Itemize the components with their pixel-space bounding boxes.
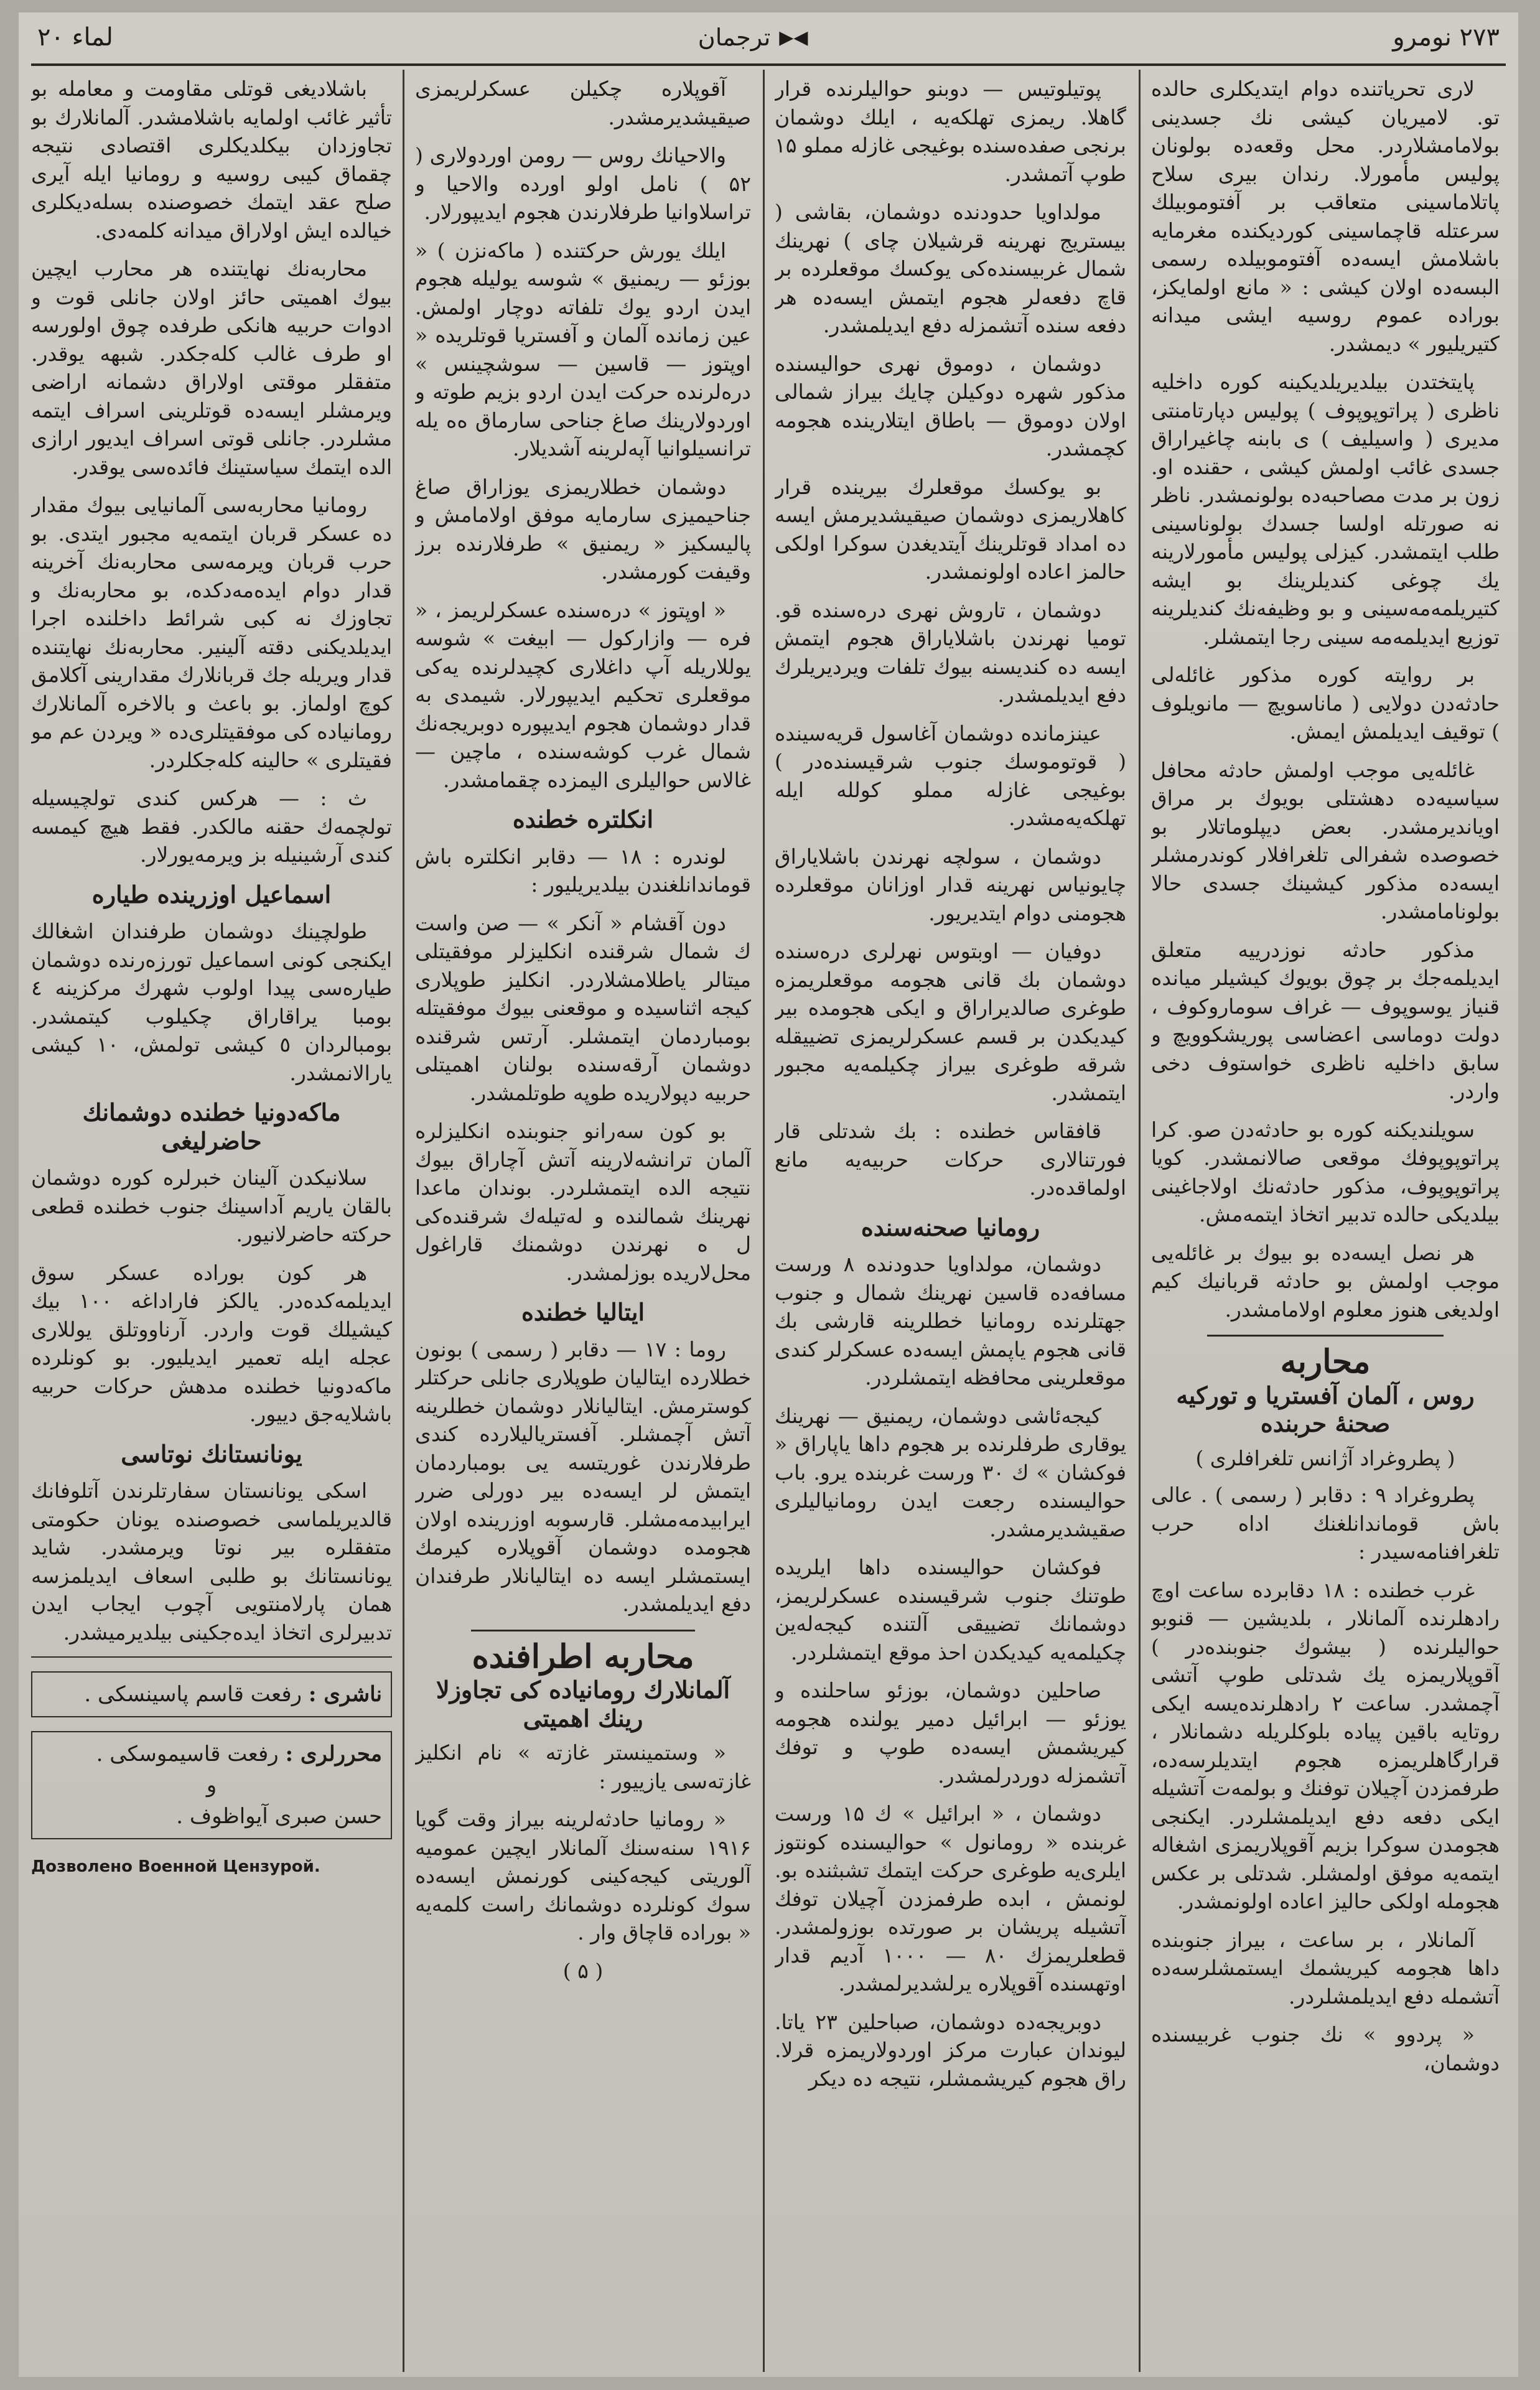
article-paragraph: هر کون بوراده عسکر سوق ایدیلمه‌کده‌در. یالکز فاراداغه ۱۰۰ بیك کیشیلك قوت واردر. آرناووتلق یوللاری عجله ایله تعمیر ایدیلیور. بو کونلرده ماکه‌دونیا خطنده مدهش حرکات حربیه باشلایه‌جق دییور. [31,1260,392,1426]
page-number: ( ۵ ) [562,1958,604,1983]
article-paragraph: دوشمان ، تاروش نهری دره‌سنده قو. تومیا نهرندن باشلایاراق هجوم ایتمش ایسه ده کندیسنه بیوك تلفات ویردیریلرك دفع ایدیلمشدر. [775,597,1126,707]
article-paragraph: سلانیکدن آلینان خبرلره کوره دوشمان بالقان یاریم آداسینك جنوب خطنده قطعی حرکته حاضرلانیور. [31,1165,392,1246]
article-paragraph: باشلادیغی قوتلی مقاومت و معامله بو تأثیر غائب اولمایه باشلامشدر. آلمانلارك بو تجاوزدان بیکلدیکلری اقتصادی نتیجه چقماق کیبی روسیه و رومانیا ایله آیری صلح عقد ایتمك خصوصنده بسله‌دیکلری خیالده ایش اولاراق میدانه کلمه‌دی. [31,77,392,243]
section-separator [1207,1335,1444,1337]
article-paragraph: والاحیانك روس — رومن اوردولاری ( ۵۲ ) نامل اولو اورده والاحیا و تراسلاوانیا طرفلارندن هجوم ایدیپورلار. [415,143,751,224]
column-divider [403,70,404,2372]
article-paragraph: دوشمان ، « ابرائیل » ك ۱۵ ورست غربنده « رومانول » حوالیسنده کونتوز ایلری‌یه طوغری حرکت ایتمك تشبثنده بو. لونمش ، ابده طرفمزدن آچیلان توفك آتشیله پریشان بر صورتده بوزولمشدر. قطعلریمزك ۸۰ — ۱۰۰۰ آدیم قدار اوتهسنده آقوپلاره یرلشدیرلمشدر. [775,1801,1126,1996]
article-paragraph: لاری تحریاتنده دوام ایتدیکلری حالده تو. لامیریان کیشی نك جسدینی بولامامشلاردر. محل وقعه‌ده بولونان پولیس مأمورلا. رندان بیری سلاح پاتلاماسینی متعاقب بر آفتوموبیلك سرعتله قاچماسینی کوردیکنده مغرمایه باشلامش ایسه‌ده آفتوموبیلده رسمی البسه‌ده اولان کیشی : « مانع اولمایکز، بوراده عموم روسیه ایشی میدانه کتیریلیور » دیمشدر. [1151,77,1500,356]
section-separator [471,1630,695,1631]
article-paragraph: روما : ۱۷ — دقابر ( رسمی ) بونون خطلارده ایتالیان طوپلاری جانلی حرکتلر کوسترمش. ایتالیانلار دوشمان خطلرینه آتش آچمشلر. آفستریالیلارده کندی طرفلارندن غوریتسه یی بومباردمان ایتمش لر ایسه‌ده بیر دورلی ضرر ایرابیدمه‌مشلر. قارسوبه اوزرینده اولان هجومده دوشمان آقوپلاره کیرمك ایستمشلر ایسه ده ایتالیانلار طرفندان دفع ایدیلمشدر. [415,1337,751,1616]
article-paragraph: محاربه‌نك نهایتنده هر محارب ایچین بیوك اهمیتی حائز اولان جانلی قوت و ادوات حربیه هانکی طرفده چوق اولورسه او طرف غالب کله‌جکدر. شبهه یوقدر. متفقلر موقتی اولاراق دشمانه اراضی ویرمشلر ایسه‌ده قوتلرینی اسراف ایتمه مشلردر. جانلی قوتی اسراف ایدیور ارازی الده ایتمك سیاستینك فائده‌سی یوقدر. [31,256,392,479]
section-heading-italy: ایتالیا خطنده [521,1298,645,1326]
article-paragraph: دوبریجه‌ده دوشمان، صباحلین ۲۳ یاتا. لیوندان عبارت مرکز اوردولاریمزه قرلا. راق هجوم کیریشمشلر، نتیجه ده دیکر [775,2009,1126,2091]
column-divider [1139,70,1141,2372]
article-paragraph: قافقاس خطنده : بك شدتلی قار فورتنالاری حرکات حربیه‌یه مانع اولماقده‌در. [775,1119,1126,1200]
article-paragraph: رومانیا محاربه‌سی آلمانیایی بیوك مقدار ده عسکر قربان ایتمه‌یه مجبور ایتدی. بو حرب قربان ویرمه‌سی محاربه‌نك آخرینه قدار دوام ایده‌مه‌دکده، بو محاربه‌نك و تجاوزك نه کبی شرائط داخلنده اجرا ایدیلدیکنی دقته آلینیر. محاربه‌نك نهایتنده قدار ویریله جك قربانلارك مقدارینی آکلامق کوچ اولماز. بو باعث و بالاخره آلمانلارك رومانیاده کی موفقیتلری‌ده « ویردن عم مو فقیتلری » حالینه کله‌جکلردر. [31,493,392,772]
editor-conjunction: و [206,1773,217,1798]
section-heading-war: محاربه [1280,1343,1371,1381]
article-paragraph: هر نصل ایسه‌ده بو بیوك بر غائله‌یی موجب اولمش بو حادثه قربانیك کیم اولدیغی هنوز معلوم اولامامشدر. [1151,1240,1500,1322]
column-3 [415,75,751,2371]
article-paragraph: « رومانیا حادثه‌لرینه بیراز وقت گویا ۱۹۱۶ سنه‌سنك آلمانلار ایچین عمومیه آلوریتی کیجه‌کینی کورنمش ایسه‌ده سوك کونلرده دوشمانك راست کلمه‌یه « بوراده قاچاق وار . [415,1807,751,1944]
publisher-label: ناشری : [308,1682,382,1707]
editor-name: حسن صبری آیواظوف . [176,1804,382,1829]
newspaper-page [19,12,1518,2377]
column-2 [775,75,1126,2371]
section-heading-macedonia: ماکه‌دونیا خطنده دوشمانك حاضرلیغی [82,1098,341,1155]
article-paragraph: آلمانلار ، بر ساعت ، بیراز جنوبنده داها هجومه کیریشمك ایستمشلرسه‌ده آتشمله دفع ایدیلمشلردر. [1151,1927,1500,2009]
article-paragraph: عینزمانده دوشمان آغاسول قریه‌سینده ( قوتوموسك جنوب شرقیسنده‌در ) بوغیجی غازله مملو کولله ایله تهلکه‌یه‌مشدر. [775,721,1126,830]
column-1 [1151,75,1500,2371]
section-heading-ismail-plane: اسماعیل اوزرینده طیاره [91,880,332,908]
article-paragraph: « وستمینستر غازته » نام انکلیز غازته‌سی یازییور : [415,1740,751,1793]
article-paragraph: دوشمان، مولداویا حدودنده ۸ ورست مسافه‌ده قاسین نهرینك شمال و جنوب جهتلرنده رومانیا خطلرینه قارشی بك قانی هجوم یاپمش ایسه‌ده عسکرلر کندی موقعلرینی محافظه ایتمشلردر. [775,1252,1126,1389]
article-paragraph: اسکی یونانستان سفارتلرندن آتلوفانك قالدیریلماسی خصوصنده یونان حکومتی متفقلره بیر نوتا ویرمشدر. شاید یونانستانك بو طلبی اسعاف ایدیلمزسه همان پارلامنتویی آچوب ایجاب ایدن تدبیرلری اتخاذ ایده‌جکینی بیلدیرمیشدر. [31,1478,392,1645]
article-paragraph: بر روایته کوره مذکور غائله‌لی حادثه‌دن دولایی ( ماناسویچ — مانویلوف ) توقیف ایدیلمش ایمش. [1151,663,1500,744]
article-paragraph: غرب خطنده : ۱۸ دقابرده ساعت اوچ رادهلرنده آلمانلار ، بلدیشین — قنوبو حوالیلرنده ( بیشوك جنوبنده‌در ) آقوپلاریمزه یك شدتلی طوپ آتشی آچمشدر. ساعت ۲ رادهلرنده‌یسه ایکی روتایه باقین پیاده بلوکلریله دشمانلار ، قرارگاهلریمزه هجوم ایتدیلرسه‌ده، طرفمزدن آچیلان توفنك و بولمه‌ت آتشیله ایکی دفعه دفع ایدیلمشلردر. ایکنجی هجومدن سوکرا بزیم آقوپلاریمزی اشغاله ایتمه‌یه موفق اولمشلر. شدتلی بر عکس هجومله اولکی حالیز اعاده اولونمشدر. [1151,1577,1500,1913]
agency-line: ( پطروغراد آژانس تلغرافلری ) [1195,1445,1455,1470]
masthead-page-number: ٢٧٣ نومرو [1393,23,1500,52]
article-paragraph: فوکشان حوالیسنده داها ایلریده طوتنك جنوب شرقیسنده عسکرلریمز، دوشمانك تضییقی آلتنده کیجه‌له‌ین چکیلمه‌یه کیدیکدن احذ موقع ایتمشلردر. [775,1555,1126,1664]
section-heading-england: انکلتره خطنده [512,805,654,833]
article-paragraph: صاحلین دوشمان، بوزئو ساحلنده و یوزئو — ابرائیل دمیر یولنده هجومه کیریشمش ایسه‌ده طوپ و توفك آتشمزله دوردرلمشدر. [775,1678,1126,1788]
article-paragraph: ث : — هرکس کندی تولچیسیله تولچمه‌ك حقنه مالکدر. فقط هیچ کیمسه کندی آرشینیله بز ویرمه‌یورلار. [31,786,392,867]
masthead-title-group [698,24,808,51]
censor-note: Дозволено Военной Цензурой. [31,1857,320,1876]
article-paragraph: مولداویا حدودنده دوشمان، بقاشی ( بیستریج نهرینه قرشیلان چای ) نهرینك شمال غربیسنده‌کی یوکسك موقعلرده بر قاچ دفعه‌لر هجوم ایتمش ایسه‌ده هر دفعه سنده آتشمزله دفع ایدیلمشدر. [775,200,1126,337]
article-paragraph: دون آقشام « آنکر » — صن واست ك شمال شرقنده انکلیزلر موفقیتلی میتالر یاطلامشلاردر. انکلیز طوپلاری کیجه اثناسیده و موقعنی بیوك موفقیتله بومباردمان ایتمشلر. آرتس شرقنده دوشمان آرقه‌سنده بولنان اهمیتلی حربیه دپولاریده طوپه طوتلمشدر. [415,910,751,1105]
newspaper-title: ترجمان [698,24,771,51]
article-paragraph: بو یوکسك موقعلرك بیرینده قرار کاهلاریمزی دوشمان صیقیشدیرمش ایسه ده امداد قوتلرینك آیتدیغدن سوکرا اولکی حالمز اعاده اولونمشدر. [775,474,1126,584]
section-heading-around-war: محاربه اطرافنده [472,1637,694,1676]
section-heading-romania: رومانیا صحنه‌سنده [861,1213,1040,1241]
article-paragraph: پوتیلوتیس — دوبنو حوالیلرنده قرار گاهلا. ریمزی تهلکه‌یه ، ایلك دوشمان برنجی صفده‌سنده بوغیجی غازله مملو ۱۵ طوپ آتمشدر. [775,77,1126,186]
masthead [37,12,1500,62]
section-heading-greece-note: یونانستانك نوتاسی [121,1439,302,1468]
section-separator [31,1656,392,1658]
article-paragraph: دوفیان — اوبتوس نهرلری دره‌سنده دوشمان بك قانی هجومه موقعلریمزه طوغری صالدیراراق و ایکی هجومده بیر کیدیکدن بر قسم عسکرلریمزی تضییقله شرقه طوغری بیراز چکیلمه‌یه مجبور ایتمشدر. [775,939,1126,1105]
article-paragraph: دوشمان ، دوموق نهری حوالیسنده مذکور شهره دوکیلن چایك بیراز شمالی اولان دوموق — باطاق ایتلارینده هجومه کچمشدر. [775,351,1126,460]
article-paragraph: لوندره : ۱۸ — دقابر انکلتره باش قوماندانلغندن بیلدیریلیور : [415,844,751,897]
editor-name: رفعت قاسیموسکی . [96,1742,279,1767]
article-paragraph: « پردوو » نك جنوب غربیسنده دوشمان، [1151,2022,1500,2075]
editors-box [31,1731,392,1839]
masthead-date: لماء ٢٠ [37,23,113,52]
masthead-rule [31,63,1506,66]
article-paragraph: آقوپلاره چکیلن عسکرلریمزی صیقیشدیرمشدر. [415,77,751,129]
article-paragraph: دوشمان خطلاریمزی یوزاراق صاغ جناحیمیزی سارمایه موفق اولامامش و پالیسکیز « ریمنیق » طرفلارنده برز وقیفت کورمشدر. [415,474,751,584]
publisher-box [31,1671,392,1717]
ornament-icon: ◀▶ [779,26,808,49]
article-paragraph: غائله‌یی موجب اولمش حادثه محافل سیاسیه‌ده دهشتلی بویوك بر مراق اویاندیرمشدر. بعض دیپلوماتلار بو خصوصده شفرالی تلغرافلار کوندرمشلر ایسه‌ده مذکور کیشینك جسدی حالا بولونامامشدر. [1151,757,1500,923]
column-4 [31,75,392,2371]
article-paragraph: طولچینك دوشمان طرفندان اشغالك ایکنجی کونی اسماعیل تورزه‌رنده دوشمان طیاره‌سی پیدا اولوب شهرك مرکزینه ٤ بومبا یراقاراق چکیلوب کیتمشدر. بومبالردان ٥ کیشی تولمش، ۱۰ کیشی یارالانمشدر. [31,919,392,1085]
article-paragraph: دوشمان ، سولچه نهرندن باشلایاراق چایونیاس نهرینه قدار اوزانان موقعلرده هجومنی دوام ایتدیریور. [775,844,1126,925]
publisher-name: رفعت قاسم پاسینسکی . [84,1682,302,1707]
article-paragraph: « اوپتوز » دره‌سنده عسکرلریمز ، « فره — وازارکول — ابیغت » شوسه یوللاریله آپ داغلاری کچیدلرنده یه‌کی موقعلری تحکیم ایدیپورلار. شیمدی به قدار دوشمان هجوم ایدیپوره دوبریجه‌نك شمال غرب کوشه‌سنده ، ماچین — غالاس حوالیلری الیمزده چقمامشدر. [415,597,751,792]
subheading-romania-invasion: آلمانلارك رومانیاده کی تجاوزلا رینك اهمیتی [436,1676,730,1732]
subheading-fronts: روس ، آلمان آفستریا و تورکیه صحنهٔ حربنده [1176,1381,1475,1437]
article-paragraph: مذکور حادثه نوزدرییه متعلق ایدیلمه‌جك بر چوق بویوك کیشیلر میانده قنیاز یوسوپوف — غراف سوماروکوف ، دولت دوماسی اعضاسی پوریشکوویچ و سابق داخلیه ناظری خواستوف دخی واردر. [1151,937,1500,1103]
article-paragraph: پطروغراد ۹ : دقابر ( رسمی ) . عالی باش قوماندانلغنك اداه حرب تلغرافنامه‌سیدر : [1151,1483,1500,1564]
editors-label: محررلری : [285,1742,382,1767]
article-paragraph: کیجه‌ئاشی دوشمان، ریمنیق — نهرینك یوقاری طرفلرنده بر هجوم داها یاپاراق « فوکشان » ك ۳۰ ورست غربنده یرو. باب حوالیسنده رجعت ایدن رومانیالیلری صقیشدیرمشدر. [775,1403,1126,1541]
article-paragraph: سویلندیکنه کوره بو حادثه‌دن صو. کرا پراتوپوپوفك موقعی صالانمشدر. کویا پراتوپوپوف، مذکور حادثه‌نك اولاجاغینی بیلدیکی حالده تدبیر اتخاذ ایتمه‌مش. [1151,1117,1500,1226]
article-paragraph: ایلك یورش حرکتنده ( ماکه‌نزن ) « بوزئو — ریمنیق » شوسه یولیله هجوم ایدن اردو یوك تلفاته دوچار اولمش. عین زمانده آلمان و آفستریا قوتلریده « اوپتوز — قاسین — سوشچینس » دره‌لرنده حرکت ایدن اردو بزیم طوته و اوردولارینك صاغ جناحی سارماق ه‌ه یله ترانسیلوانیا آپه‌لرینه آشدیلار. [415,238,751,460]
article-paragraph: پایتختدن بیلدیریلدیکینه کوره داخلیه ناظری ( پراتوپوپوف ) پولیس دپارتامنتی مدیری ( واسیلیف ) ی بابنه چاغیراراق جسدی غائب اولمش کیشی ، حقنده او. زون بر مدت مصاحبه‌ده بولونمشدر. ناظر نه صورتله اولسا جسدك بولوناسینی طلب ایتمشدر. کیزلی پولیس مأمورلارینه یك چوغی کندیلرینك بو ایشه کتیریلمه‌مه‌سینی و بو وظیفه‌نك کندیلرینه توزیع ایدیلمه‌مه سینی رجا ایتمشلر. [1151,370,1500,649]
article-paragraph: بو کون سه‌رانو جنوبنده انکلیزلره آلمان ترانشه‌لارینه آتش آچاراق بیوك نتیجه الده ایتمشلردر. بوندان ماعدا نهرینك شمالنده و له‌تیله‌ك شرقنده‌کی ل ه نهرندن دوشمنك قاراغول محل‌لاریده بوزلمشدر. [415,1119,751,1285]
column-divider [763,70,765,2372]
